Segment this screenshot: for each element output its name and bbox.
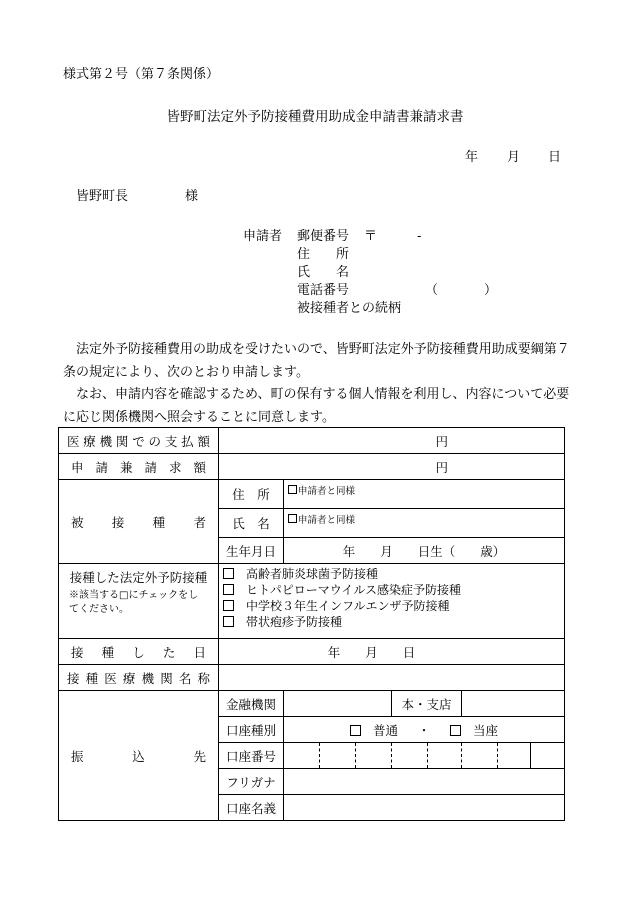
- account-digit[interactable]: [498, 743, 531, 769]
- checkbox-icon[interactable]: [223, 584, 234, 595]
- vaccine-label-cell: [59, 564, 219, 639]
- declaration-text: [63, 339, 573, 429]
- same-as-applicant-text: 申請者と同様: [298, 515, 356, 526]
- transfer-label: 振 込 先: [59, 691, 219, 821]
- payment-amount-field[interactable]: [219, 428, 565, 454]
- checkbox-icon[interactable]: [223, 616, 234, 627]
- checkbox-icon[interactable]: [450, 725, 461, 736]
- same-as-applicant-text: 申請者と同様: [298, 486, 356, 497]
- relation-label: 被接種者との続柄: [297, 301, 402, 316]
- form-number: 様式第２号（第７条関係）: [63, 67, 220, 82]
- addressee-name: 皆野町長: [76, 189, 129, 204]
- vaccine-options: [219, 564, 565, 639]
- clinic-field[interactable]: [219, 665, 565, 691]
- payment-label: 医療機関での支払額: [59, 428, 219, 454]
- phone-paren-close: ）: [484, 283, 498, 298]
- recipient-name-field[interactable]: [284, 509, 565, 538]
- account-type-sep: ・: [417, 722, 431, 738]
- applicant-name-label: 氏 名: [297, 265, 350, 280]
- declaration-paragraph-2: なお、申請内容を確認するため、町の保有する個人情報を利用し、内容について必要に応じ関係機関へ照会することに同意します。: [63, 387, 570, 425]
- date-month-label: 月: [507, 150, 521, 165]
- vaccine-label: 接種した法定外予防接種: [69, 570, 208, 585]
- postal-dash: -: [417, 229, 422, 244]
- furigana-field[interactable]: [284, 769, 565, 795]
- request-unit: 円: [435, 459, 448, 475]
- checkbox-icon[interactable]: [288, 514, 297, 523]
- checkbox-icon[interactable]: [350, 725, 361, 736]
- account-digit[interactable]: [428, 743, 462, 769]
- payment-unit: 円: [435, 433, 448, 449]
- bank-field[interactable]: [284, 691, 392, 717]
- account-type-label: 口座種別: [219, 717, 284, 743]
- postal-mark: 〒: [364, 229, 378, 244]
- date-day-label: 日: [548, 150, 562, 165]
- vaccine-option-4[interactable]: 帯状疱疹予防接種: [223, 614, 560, 630]
- recipient-address-field[interactable]: [284, 480, 565, 509]
- request-label: 申請兼請求額: [59, 454, 219, 480]
- account-name-field[interactable]: [284, 795, 565, 821]
- account-digit[interactable]: [320, 743, 356, 769]
- furigana-label: フリガナ: [219, 769, 284, 795]
- account-digit[interactable]: [531, 743, 565, 769]
- recipient-address-label: 住 所: [219, 480, 284, 509]
- request-amount-field[interactable]: [219, 454, 565, 480]
- postal-code-label: 郵便番号: [297, 229, 350, 244]
- applicant-address-label: 住 所: [297, 247, 350, 262]
- vaccine-note: ※該当する□にチェックをしてください。: [69, 590, 199, 615]
- account-name-label: 口座名義: [219, 795, 284, 821]
- branch-label: 本・支店: [392, 691, 462, 717]
- vaccine-option-3[interactable]: 中学校３年生インフルエンザ予防接種: [223, 598, 560, 614]
- vaccine-option-1[interactable]: 高齢者肺炎球菌予防接種: [223, 566, 560, 582]
- birth-date-field[interactable]: 年 月 日生（ 歳）: [284, 538, 565, 564]
- clinic-label: 接種医療機関名称: [59, 665, 219, 691]
- addressee-suffix: 様: [185, 189, 199, 204]
- recipient-label: 被 接 種 者: [59, 480, 219, 564]
- account-digit[interactable]: [392, 743, 428, 769]
- checkbox-icon[interactable]: [223, 568, 234, 579]
- account-digit[interactable]: [284, 743, 320, 769]
- checkbox-icon[interactable]: [223, 600, 234, 611]
- vaccination-date-label: 接種した日: [59, 639, 219, 665]
- vaccine-option-2[interactable]: ヒトパピローマウイルス感染症予防接種: [223, 582, 560, 598]
- account-digit[interactable]: [356, 743, 392, 769]
- birth-date-label: 生年月日: [219, 538, 284, 564]
- account-digit[interactable]: [462, 743, 498, 769]
- applicant-heading: 申請者: [243, 229, 283, 244]
- vaccination-date-field[interactable]: 年 月 日: [219, 639, 565, 665]
- date-year-label: 年: [465, 150, 479, 165]
- checkbox-icon[interactable]: [288, 485, 297, 494]
- account-type-ordinary: 普通: [373, 722, 399, 738]
- account-number-label: 口座番号: [219, 743, 284, 769]
- applicant-phone-label: 電話番号: [297, 283, 350, 298]
- account-type-field[interactable]: [284, 717, 565, 743]
- phone-paren-open: （: [425, 283, 439, 298]
- recipient-name-label: 氏 名: [219, 509, 284, 538]
- declaration-paragraph-1: 法定外予防接種費用の助成を受けたいので、皆野町法定外予防接種費用助成要綱第７条の規定により、次のとおり申請します。: [63, 342, 570, 380]
- bank-label: 金融機関: [219, 691, 284, 717]
- branch-field[interactable]: [462, 691, 565, 717]
- document-title: 皆野町法定外予防接種費用助成金申請書兼請求書: [166, 109, 464, 125]
- application-table: [58, 427, 565, 821]
- account-type-current: 当座: [472, 722, 498, 738]
